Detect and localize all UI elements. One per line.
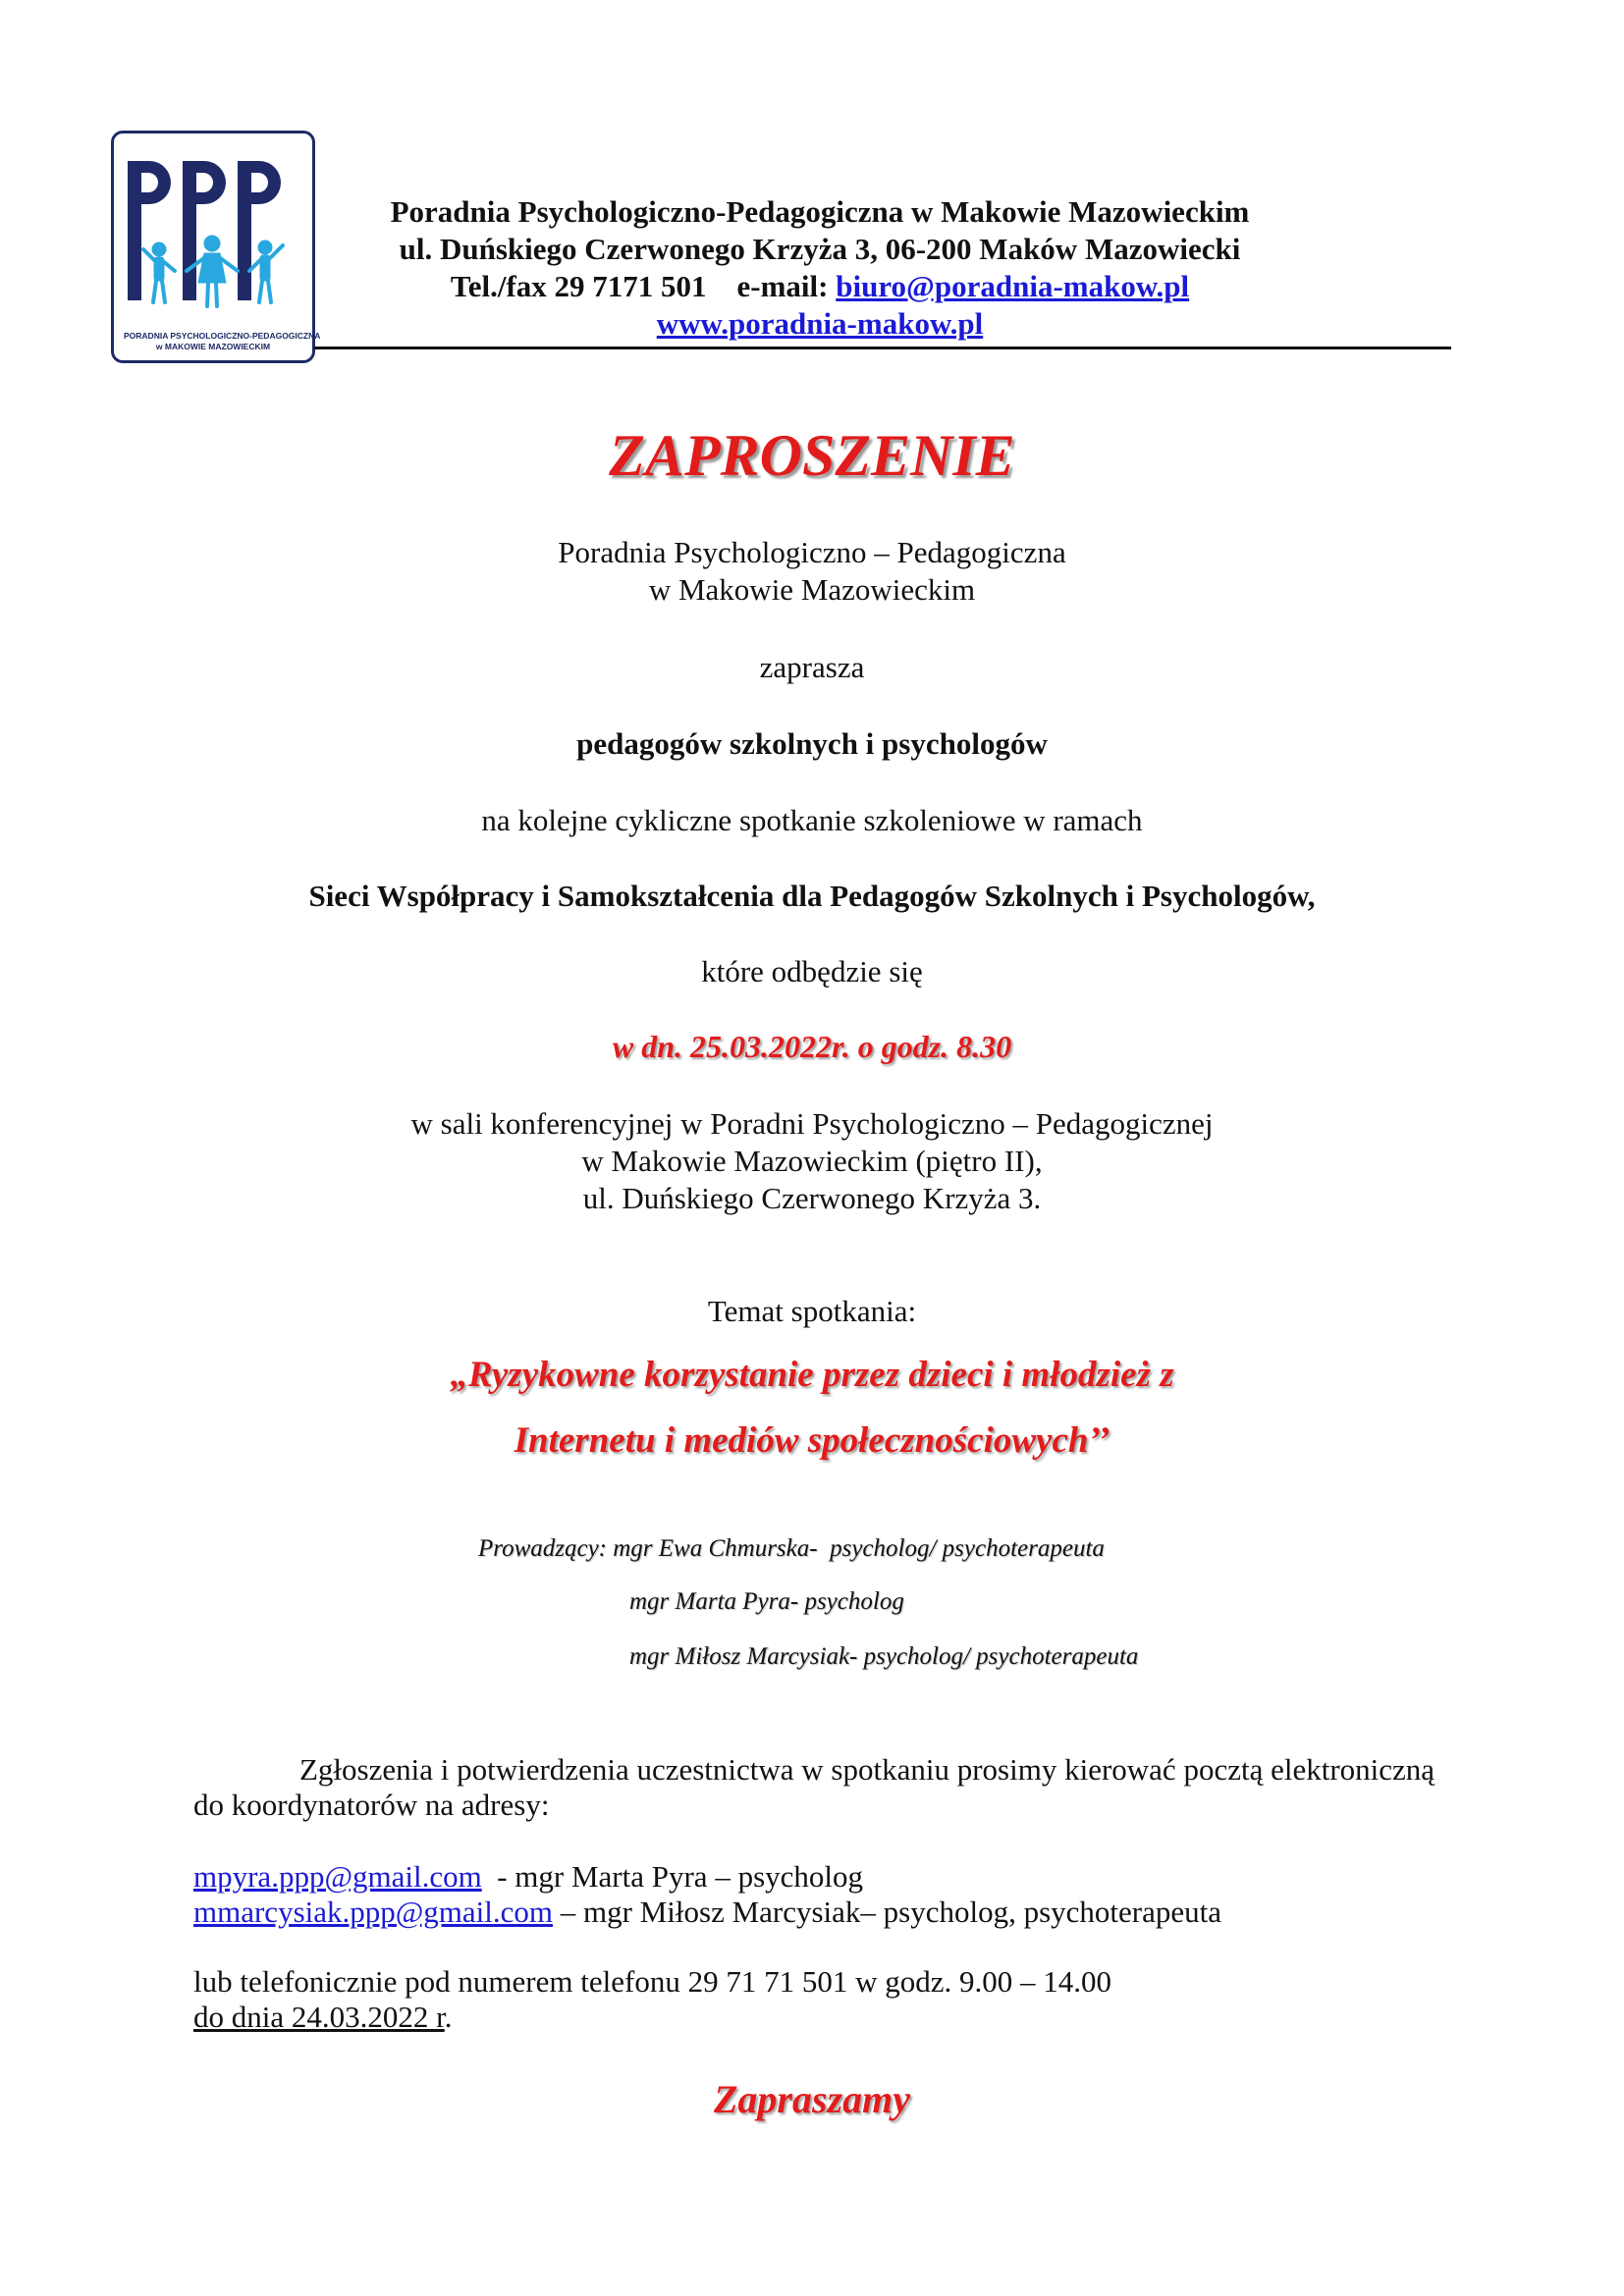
contact-2-desc: – mgr Miłosz Marcysiak– psycholog, psychoterapeuta <box>553 1895 1222 1929</box>
presenter-1: mgr Ewa Chmurska- psycholog/ psychoterapeuta <box>613 1535 1105 1562</box>
topic-label: Temat spotkania: <box>707 1294 917 1328</box>
presenter-line1 <box>478 1535 1105 1563</box>
deadline-end: . <box>444 2000 453 2034</box>
contact-1 <box>193 1859 1455 1895</box>
header-email-label: e-mail: <box>736 269 829 303</box>
network-name: Sieci Współpracy i Samokształcenia dla Pedagogów Szkolnych i Psychologów, <box>308 879 1316 913</box>
header-website-link[interactable]: www.poradnia-makow.pl <box>656 306 984 341</box>
registration-text-line2: do koordynatorów na adresy: <box>193 1788 550 1822</box>
header-email-link[interactable]: biuro@poradnia-makow.pl <box>836 269 1190 303</box>
will-take-place-text: które odbędzie się <box>701 954 923 988</box>
contact-1-desc: - mgr Marta Pyra – psycholog <box>481 1859 864 1894</box>
venue-line1: w sali konferencyjnej w Poradni Psychologiczno – Pedagogicznej <box>410 1106 1214 1141</box>
invites-text: zaprasza <box>759 650 865 684</box>
audience-text: pedagogów szkolnych i psychologów <box>576 726 1048 761</box>
invitation-title: ZAPROSZENIE <box>609 423 1015 488</box>
host-line1: Poradnia Psychologiczno – Pedagogiczna <box>558 535 1066 569</box>
ppp-logo-graphic <box>114 133 321 360</box>
contact-2-email-link[interactable]: mmarcysiak.ppp@gmail.com <box>193 1895 554 1929</box>
logo-caption-line2: w MAKOWIE MAZOWIECKIM <box>155 342 271 351</box>
logo-caption-line1: PORADNIA PSYCHOLOGICZNO-PEDAGOGICZNA <box>124 331 321 341</box>
header-contact-line <box>329 268 1311 305</box>
contact-2 <box>193 1895 1455 1930</box>
phone-registration-line: lub telefonicznie pod numerem telefonu 29 71 71 501 w godz. 9.00 – 14.00 <box>193 1964 1111 1999</box>
presenter-2: mgr Marta Pyra- psycholog <box>629 1588 904 1615</box>
topic-line2: Internetu i mediów społecznościowych’’ <box>514 1420 1110 1461</box>
venue-line3: ul. Duńskiego Czerwonego Krzyża 3. <box>582 1181 1042 1215</box>
header-org-name: Poradnia Psychologiczno-Pedagogiczna w Makowie Mazowieckim <box>390 194 1250 229</box>
presenters-label: Prowadzący: <box>478 1535 607 1562</box>
contact-1-email-link[interactable]: mpyra.ppp@gmail.com <box>193 1859 482 1894</box>
host-line2: w Makowie Mazowieckim <box>648 572 976 607</box>
venue-line2: w Makowie Mazowieckim (piętro II), <box>581 1144 1043 1178</box>
topic-line1: „Ryzykowne korzystanie przez dzieci i młodzież z <box>450 1355 1174 1395</box>
event-date-time: w dn. 25.03.2022r. o godz. 8.30 <box>612 1029 1012 1064</box>
header-website-line <box>329 305 1311 343</box>
deadline-line <box>193 2000 1455 2035</box>
header-phone: Tel./fax 29 7171 501 <box>450 269 707 303</box>
closing-text: Zapraszamy <box>714 2077 910 2121</box>
header-divider <box>314 347 1451 349</box>
purpose-text: na kolejne cykliczne spotkanie szkoleniowe w ramach <box>481 803 1143 837</box>
deadline-date: do dnia 24.03.2022 r <box>193 2000 445 2034</box>
registration-text-line1: Zgłoszenia i potwierdzenia uczestnictwa w spotkaniu prosimy kierować pocztą elektroniczną <box>299 1752 1435 1787</box>
presenter-3: mgr Miłosz Marcysiak- psycholog/ psychoterapeuta <box>629 1643 1139 1670</box>
header-address: ul. Duńskiego Czerwonego Krzyża 3, 06-200 Maków Mazowiecki <box>399 232 1241 266</box>
organization-logo <box>111 131 321 363</box>
